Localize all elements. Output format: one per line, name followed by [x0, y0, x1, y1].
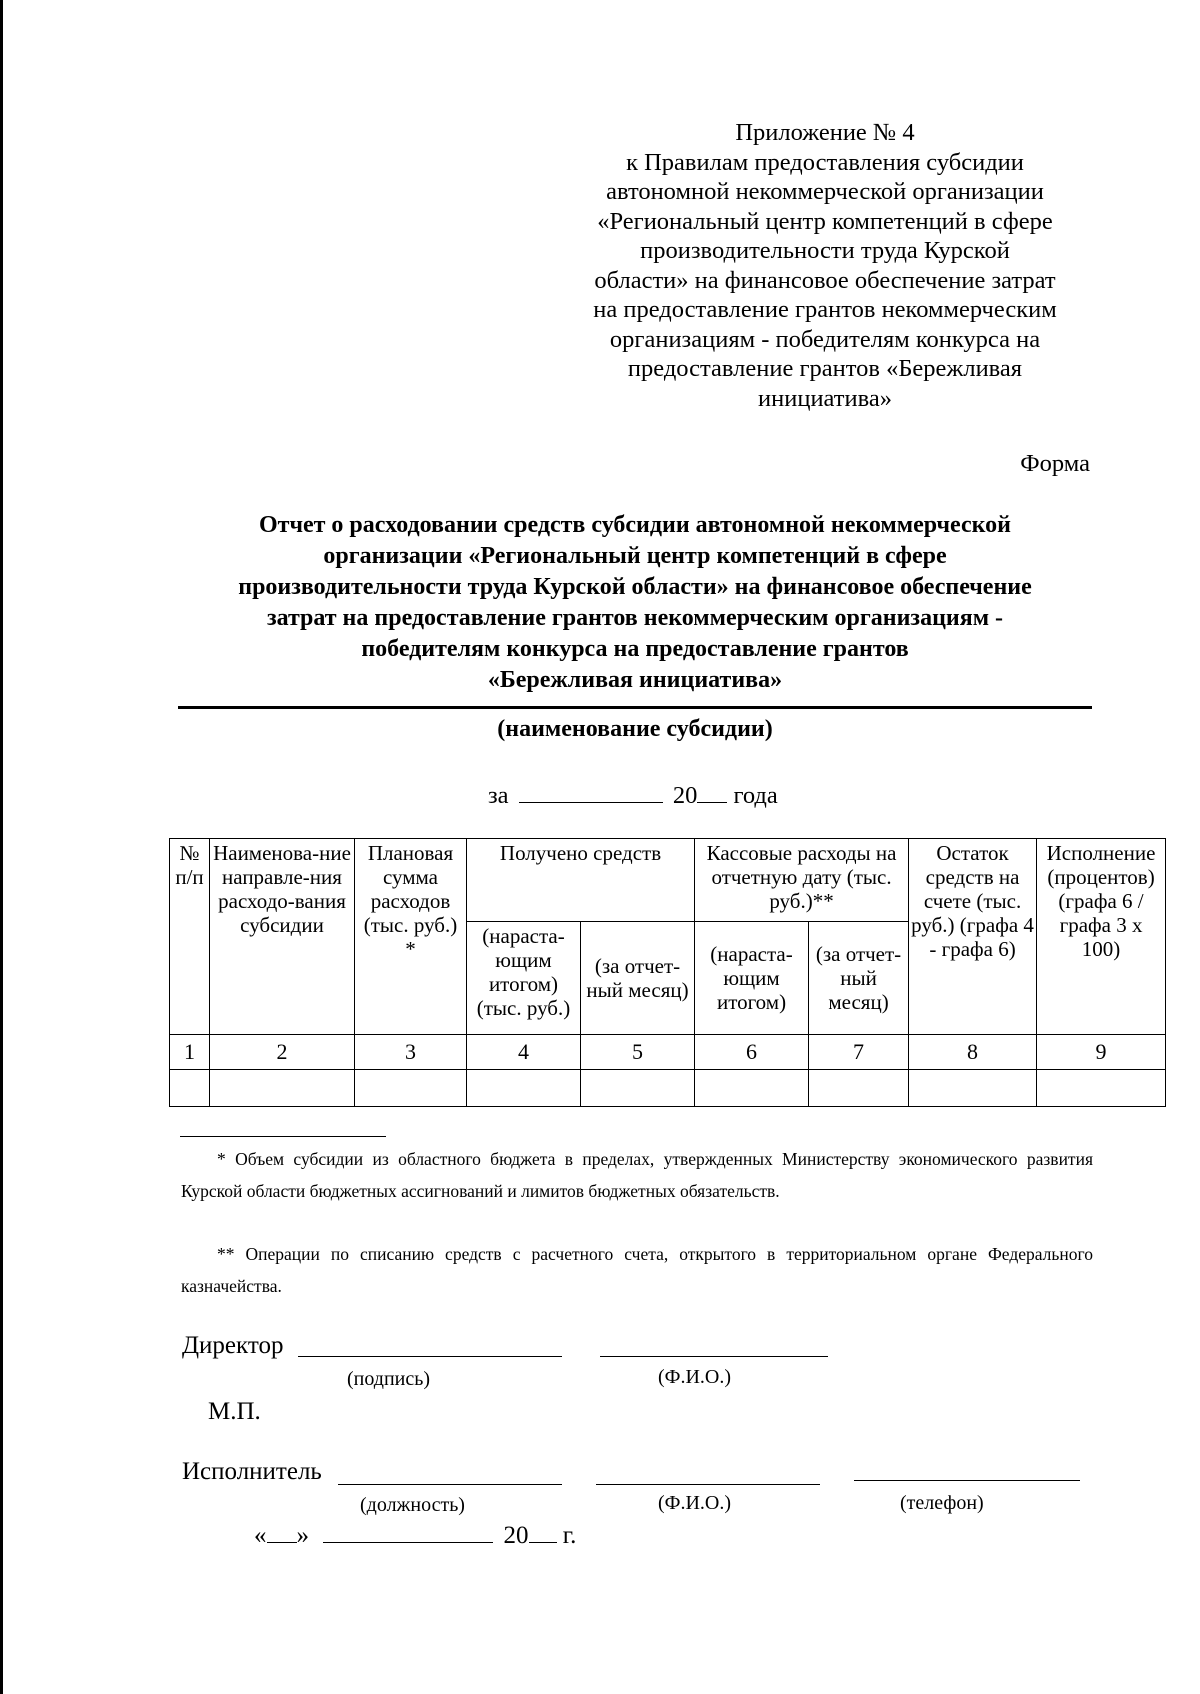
appendix-line: организациям - победителям конкурса на: [609, 325, 1041, 353]
column-number: 7: [809, 1035, 909, 1070]
table-cell[interactable]: [210, 1070, 355, 1107]
appendix-line: инициатива»: [758, 384, 892, 412]
signature-caption: (подпись): [347, 1368, 431, 1390]
fio-caption: (Ф.И.О.): [658, 1492, 732, 1514]
form-label: Форма: [1020, 450, 1090, 477]
period-month-field[interactable]: [519, 780, 663, 803]
appendix-line: области» на финансовое обеспечение затрат: [594, 266, 1056, 294]
date-open-quote: «: [254, 1522, 267, 1549]
received-group-header: Получено средств: [467, 839, 695, 922]
period-year-prefix: 20: [672, 782, 698, 809]
column-number: 9: [1037, 1035, 1166, 1070]
page-edge: [0, 0, 3, 1694]
table-cell[interactable]: [695, 1070, 809, 1107]
footnote-1: * Объем субсидии из областного бюджета в пределах, утвержденных Министерству экономического развития Курской области бюджетных ассигнований и лимитов бюджетных обязательств.: [181, 1149, 1093, 1201]
column-numbers-row: [170, 1035, 1166, 1070]
received-month-header: (за отчет-ный месяц): [581, 922, 695, 1035]
subsidy-name-caption: (наименование субсидии): [497, 716, 773, 742]
executor-position-field[interactable]: [338, 1484, 562, 1485]
report-period: [488, 780, 778, 810]
column-number: 5: [581, 1035, 695, 1070]
date-close-quote: »: [296, 1522, 309, 1549]
table-header-row: [170, 839, 1166, 922]
footnote-separator: [180, 1136, 386, 1137]
report-title: [170, 510, 1100, 696]
date-month-field[interactable]: [323, 1520, 493, 1543]
executor-label: Исполнитель: [182, 1458, 322, 1485]
column-number: 2: [210, 1035, 355, 1070]
title-line: победителям конкурса на предоставление грантов: [361, 636, 909, 662]
fio-caption: (Ф.И.О.): [658, 1366, 732, 1388]
col-planned-header: Плановая сумма расходов (тыс. руб.) *: [355, 839, 467, 1035]
appendix-line: «Региональный центр компетенций в сфере: [597, 207, 1053, 235]
appendix-header: [560, 118, 1090, 413]
title-line: производительности труда Курской области» на финансовое обеспечение: [238, 574, 1032, 600]
col-execution-header: Исполнение (процентов) (графа 6 / графа 3 х 100): [1037, 839, 1166, 1035]
director-label: Директор: [182, 1332, 284, 1359]
date-year-prefix: 20: [503, 1522, 529, 1549]
footnote-2: ** Операции по списанию средств с расчетного счета, открытого в территориальном органе Федерального казначейства.: [181, 1244, 1093, 1296]
subsidy-name-field[interactable]: [178, 706, 1092, 709]
title-line: Отчет о расходовании средств субсидии автономной некоммерческой: [259, 512, 1011, 538]
period-prefix: за: [488, 782, 509, 809]
date-suffix: г.: [562, 1522, 577, 1549]
table-cell[interactable]: [809, 1070, 909, 1107]
director-fio-field[interactable]: [600, 1356, 828, 1357]
table-cell[interactable]: [909, 1070, 1037, 1107]
column-number: 1: [170, 1035, 210, 1070]
col-number-header: № п/п: [170, 839, 210, 1035]
title-line: «Бережливая инициатива»: [487, 667, 783, 693]
appendix-line: автономной некоммерческой организации: [606, 178, 1044, 205]
cash-month-header: (за отчет-ный месяц): [809, 922, 909, 1035]
date-year-field[interactable]: [529, 1520, 557, 1543]
date-line: [254, 1520, 576, 1550]
table-cell[interactable]: [1037, 1070, 1166, 1107]
cash-group-header: Кассовые расходы на отчетную дату (тыс. руб.)**: [695, 839, 909, 922]
table-row: [170, 1070, 1166, 1107]
executor-fio-field[interactable]: [596, 1484, 820, 1485]
position-caption: (должность): [360, 1494, 465, 1516]
appendix-line: на предоставление грантов некоммерческим: [593, 296, 1057, 323]
column-number: 3: [355, 1035, 467, 1070]
period-year-field[interactable]: [697, 780, 727, 803]
title-line: затрат на предоставление грантов некоммерческим организациям -: [266, 605, 1004, 631]
period-suffix: года: [733, 782, 778, 809]
appendix-line: предоставление грантов «Бережливая: [627, 355, 1023, 382]
table-cell[interactable]: [467, 1070, 581, 1107]
column-number: 4: [467, 1035, 581, 1070]
col-direction-header: Наименова-ние направле-ния расходо-вания субсидии: [210, 839, 355, 1035]
title-line: организации «Региональный центр компетенций в сфере: [323, 543, 947, 569]
phone-caption: (телефон): [900, 1492, 984, 1514]
table-cell[interactable]: [355, 1070, 467, 1107]
table-cell[interactable]: [170, 1070, 210, 1107]
col-balance-header: Остаток средств на счете (тыс. руб.) (графа 4 - графа 6): [909, 839, 1037, 1035]
report-table: [169, 838, 1166, 1107]
date-day-field[interactable]: [267, 1520, 297, 1543]
received-cumulative-header: (нараста-ющим итогом) (тыс. руб.): [467, 922, 581, 1035]
column-number: 6: [695, 1035, 809, 1070]
stamp-label: М.П.: [208, 1398, 261, 1425]
column-number: 8: [909, 1035, 1037, 1070]
director-signature-field[interactable]: [298, 1356, 562, 1357]
appendix-line: Приложение № 4: [735, 119, 915, 146]
appendix-line: производительности труда Курской: [640, 237, 1010, 264]
cash-cumulative-header: (нараста-ющим итогом): [695, 922, 809, 1035]
executor-phone-field[interactable]: [854, 1480, 1080, 1481]
table-cell[interactable]: [581, 1070, 695, 1107]
appendix-line: к Правилам предоставления субсидии: [626, 148, 1024, 176]
